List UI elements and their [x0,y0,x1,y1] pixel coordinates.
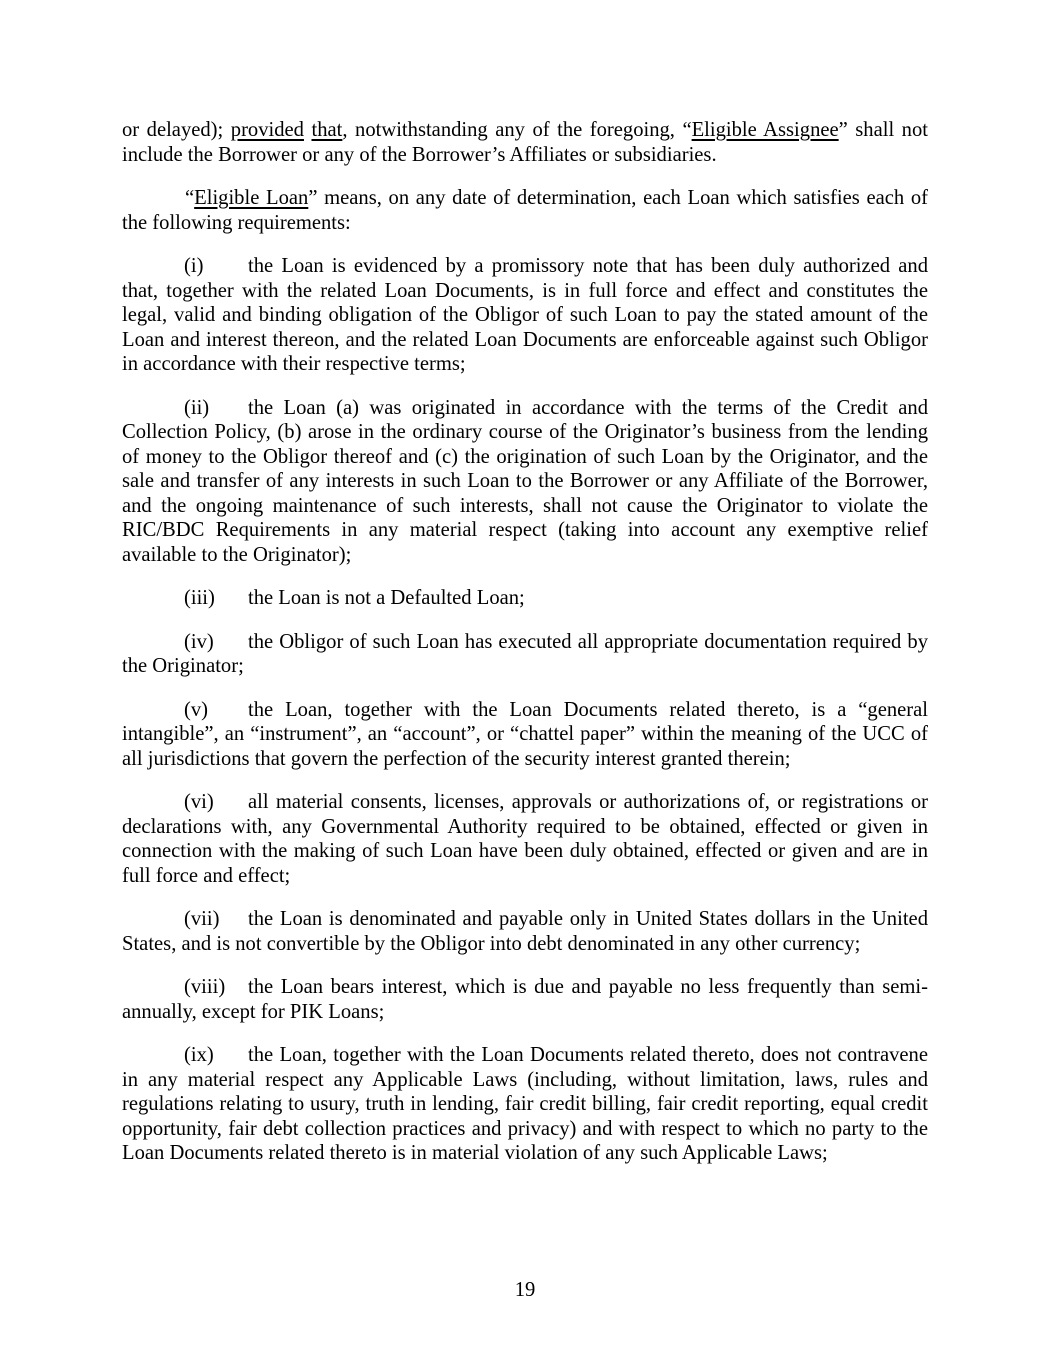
item-text: the Obligor of such Loan has executed all appropriate documentation required by the Originator; [122,630,928,677]
item-number: (iv) [184,630,214,653]
list-item-viii [122,975,928,1024]
list-item-iv [122,630,928,679]
item-number: (iii) [184,587,215,609]
item-number: (i) [184,255,204,277]
item-text: the Loan, together with the Loan Documents related thereto, does not contravene in any material respect any Applicable Laws (including, without limitation, laws, rules and regulations relating to usury, truth in lending, fair credit billing, fair credit reporting, equal credit opportunity, fair debt collection practices and privacy) and with respect to which no party to the Loan Documents related thereto is in material violation of any such Applicable Laws; [122,1044,928,1164]
item-number: (ix) [184,1044,214,1066]
text-run-underlined: provided [230,119,304,141]
definition-paragraph-eligible-loan [122,186,928,235]
list-item-iii [122,586,928,611]
defined-term-eligible-assignee: Eligible Assignee [691,119,839,141]
list-item-i [122,254,928,377]
item-text: the Loan is evidenced by a promissory note that has been duly authorized and that, together with the related Loan Documents, is in full force and effect and constitutes the legal, valid and binding obligation of the Obligor of such Loan to pay the stated amount of the Loan and interest thereon, and the related Loan Documents are enforceable against such Obligor in accordance with their respective terms; [122,255,928,375]
item-number: (vii) [184,908,220,930]
item-text: the Loan is not a Defaulted Loan; [248,587,525,609]
text-run-underlined: that [311,119,343,141]
defined-term-eligible-loan: Eligible Loan [194,187,309,209]
item-number: (ii) [184,396,210,419]
item-number: (viii) [184,976,226,998]
list-item-v [122,698,928,772]
list-item-vi [122,790,928,888]
item-text: the Loan, together with the Loan Documents related thereto, is a “general intangible”, an “instrument”, an “account”, or “chattel paper” within the meaning of the UCC of all jurisdictions that govern the perfection of the security interest granted therein; [122,698,928,770]
item-text: the Loan (a) was originated in accordance with the terms of the Credit and Collection Policy, (b) arose in the ordinary course of the Originator’s business from the lending of money to the Obligor thereof and (c) the origination of such Loan by the Originator, and the sale and transfer of any interests in such Loan to the Borrower or any Affiliate of the Borrower, and the ongoing maintenance of such interests, shall not cause the Originator to violate the RIC/BDC Requirements in any material respect (taking into account any exemptive relief available to the Originator); [122,396,928,566]
list-item-vii [122,907,928,956]
list-item-ix [122,1043,928,1166]
item-number: (v) [184,698,209,721]
paragraph-continuation [122,118,928,167]
text-run: ” shall not include the Borrower or any of the Borrower’s Affiliates or subsidiaries. [122,119,928,166]
document-body [122,118,928,1185]
text-run: , notwithstanding any of the foregoing, “ [342,119,692,141]
item-text: all material consents, licenses, approvals or authorizations of, or registrations or declarations with, any Governmental Authority required to be obtained, effected or given in connection with the making of such Loan have been duly obtained, effected or given and are in full force and effect; [122,791,928,887]
page-number: 19 [514,1279,536,1301]
text-run: or delayed); [122,119,231,141]
list-item-ii [122,396,928,568]
text-run: “ [185,187,195,209]
item-text: the Loan is denominated and payable only in United States dollars in the United States, and is not convertible by the Obligor into debt denominated in any other currency; [122,908,928,955]
text-run: ” means, on any date of determination, each Loan which satisfies each of the following requirements: [122,187,928,234]
item-text: the Loan bears interest, which is due and payable no less frequently than semi-annually, except for PIK Loans; [122,976,928,1023]
item-number: (vi) [184,791,214,813]
